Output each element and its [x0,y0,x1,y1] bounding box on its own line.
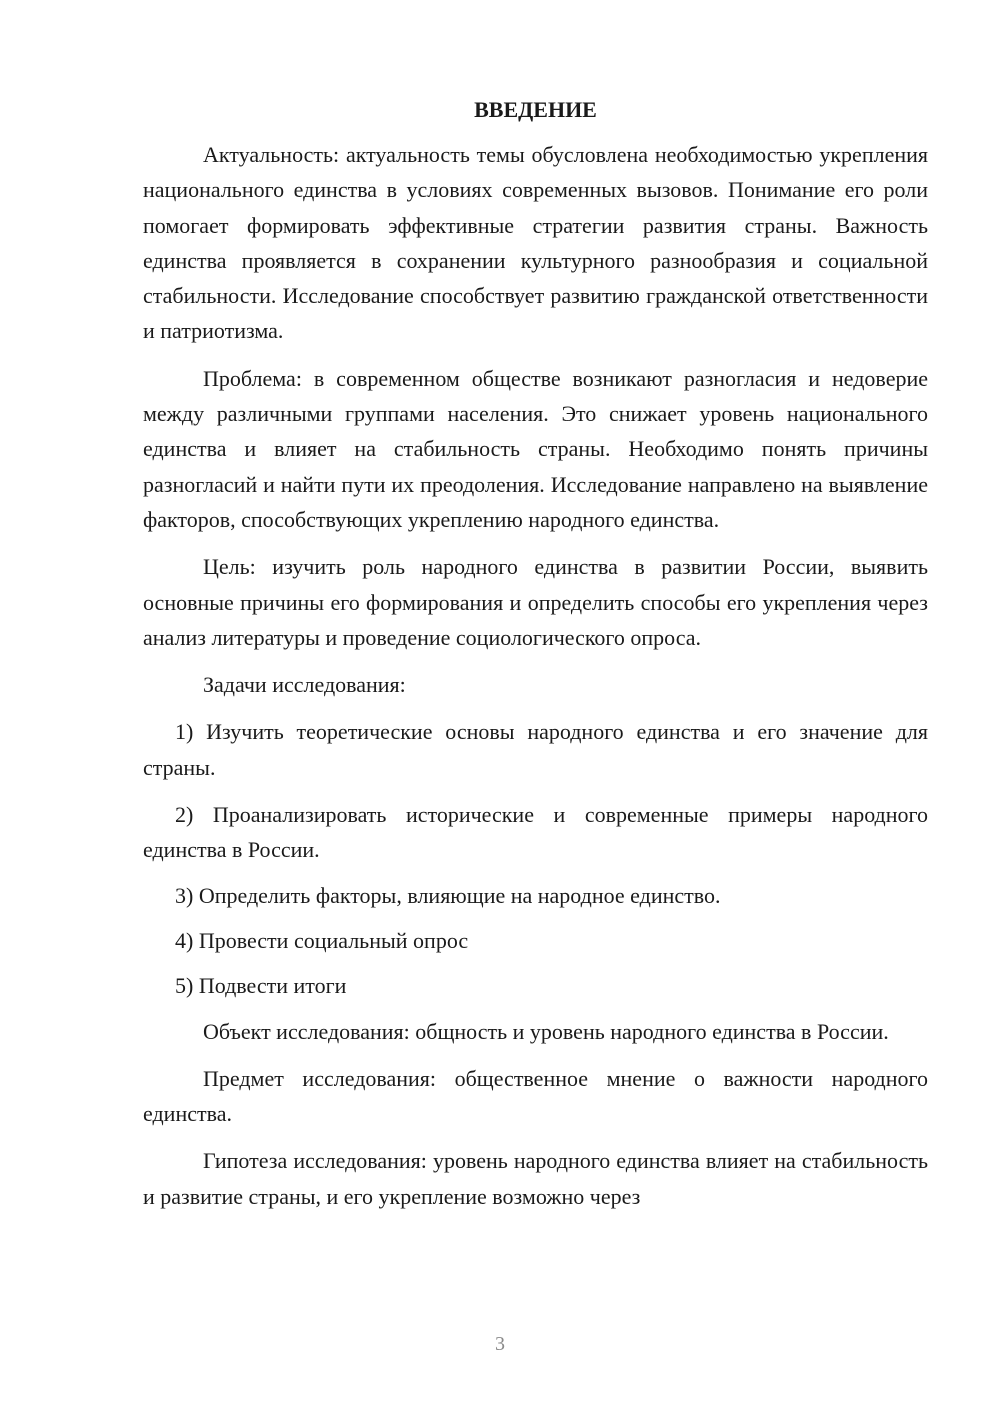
page-number: 3 [495,1333,505,1355]
subject-paragraph: Предмет исследования: общественное мнение о важности народного единства. [143,1065,928,1127]
section-heading: ВВЕДЕНИЕ [474,97,597,122]
task-item-4: 4) Провести социальный опрос [175,927,469,953]
task-item-5: 5) Подвести итоги [175,973,347,999]
relevance-paragraph: Актуальность: актуальность темы обусловлена необходимостью укрепления национального единства в условиях современных вызовов. Понимание его роли помогает формировать эффективные стратегии развития страны. Важность единства проявляется в сохранении культурного разнообразия и социальной стабильности. Исследование способствует развитию гражданской ответственности и патриотизма. [143,142,928,344]
task-item-3: 3) Определить факторы, влияющие на народное единство. [175,882,721,908]
object-paragraph: Объект исследования: общность и уровень народного единства в России. [203,1018,889,1044]
hypothesis-paragraph: Гипотеза исследования: уровень народного единства влияет на стабильность и развитие страны, и его укрепление возможно через [143,1148,928,1209]
task-item-1: 1) Изучить теоретические основы народного единства и его значение для страны. [143,719,928,780]
goal-paragraph: Цель: изучить роль народного единства в развитии России, выявить основные причины его формирования и определить способы его укрепления через анализ литературы и проведение социологического опроса. [143,554,928,650]
document-page [143,95,928,1214]
problem-paragraph: Проблема: в современном обществе возникают разногласия и недоверие между различными группами населения. Это снижает уровень национального единства и влияет на стабильность страны. Необходимо понять причины разногласий и найти пути их преодоления. Исследование направлено на выявление факторов, способствующих укреплению народного единства. [143,365,928,532]
task-item-2: 2) Проанализировать исторические и современные примеры народного единства в России. [143,802,928,863]
tasks-title: Задачи исследования: [203,672,406,698]
